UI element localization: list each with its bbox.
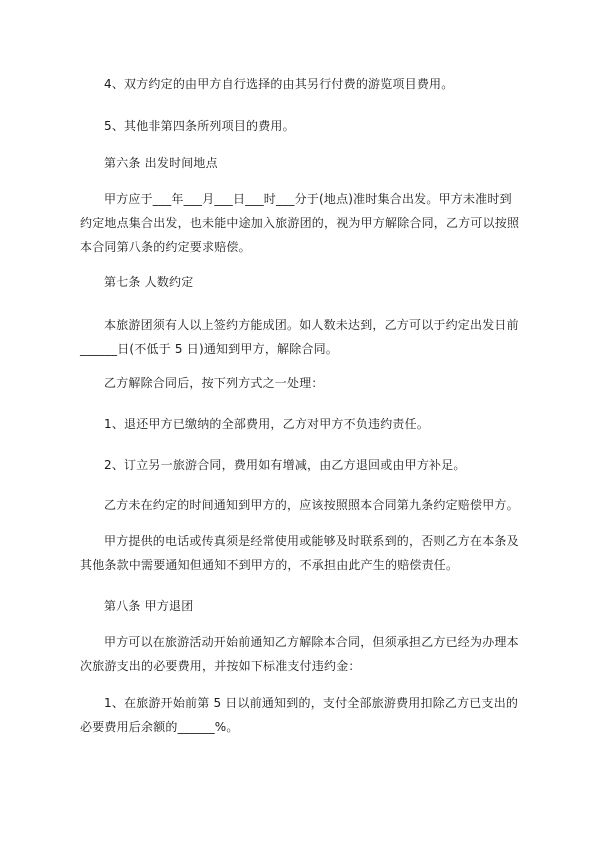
- termination-handling-intro: 乙方解除合同后，按下列方式之一处理：: [104, 376, 324, 390]
- article-7-heading: 第七条 人数约定: [104, 275, 194, 289]
- handling-option-2: 2、订立另一旅游合同，费用如有增减，由乙方退回或由甲方补足。: [104, 458, 466, 472]
- contact-info-clause: 甲方提供的电话或传真须是经常使用或能够及时联系到的，否则乙方在本条及其他条款中需要通知但通知不到甲方的，不承担由此产生的赔偿责任。: [80, 534, 519, 572]
- article-7-body: 本旅游团须有人以上签约方能成团。如人数未达到，乙方可以于约定出发日前______日(不低于 5 日)通知到甲方，解除合同。: [80, 318, 519, 356]
- article-8-heading: 第八条 甲方退团: [104, 599, 194, 613]
- late-notice-clause: 乙方未在约定的时间通知到甲方的，应该按照照本合同第九条约定赔偿甲方。: [104, 498, 519, 512]
- clause-item-4: 4、双方约定的由甲方自行选择的由其另行付费的游览项目费用。: [104, 77, 454, 91]
- clause-item-5: 5、其他非第四条所列项目的费用。: [104, 119, 295, 133]
- refund-rule-1: 1、在旅游开始前第 5 日以前通知到的，支付全部旅游费用扣除乙方已支出的必要费用后余额的______%。: [80, 696, 519, 734]
- handling-option-1: 1、退还甲方已缴纳的全部费用，乙方对甲方不负违约责任。: [104, 417, 430, 431]
- article-8-body: 甲方可以在旅游活动开始前通知乙方解除本合同，但须承担乙方已经为办理本次旅游支出的必要费用，并按如下标准支付违约金：: [80, 635, 519, 673]
- article-6-body: 甲方应于___年___月___日___时___分于(地点)准时集合出发。甲方未准时到约定地点集合出发，也未能中途加入旅游团的，视为甲方解除合同，乙方可以按照本合同第八条的约定要求赔偿。: [80, 192, 520, 254]
- article-6-heading: 第六条 出发时间地点: [104, 156, 218, 170]
